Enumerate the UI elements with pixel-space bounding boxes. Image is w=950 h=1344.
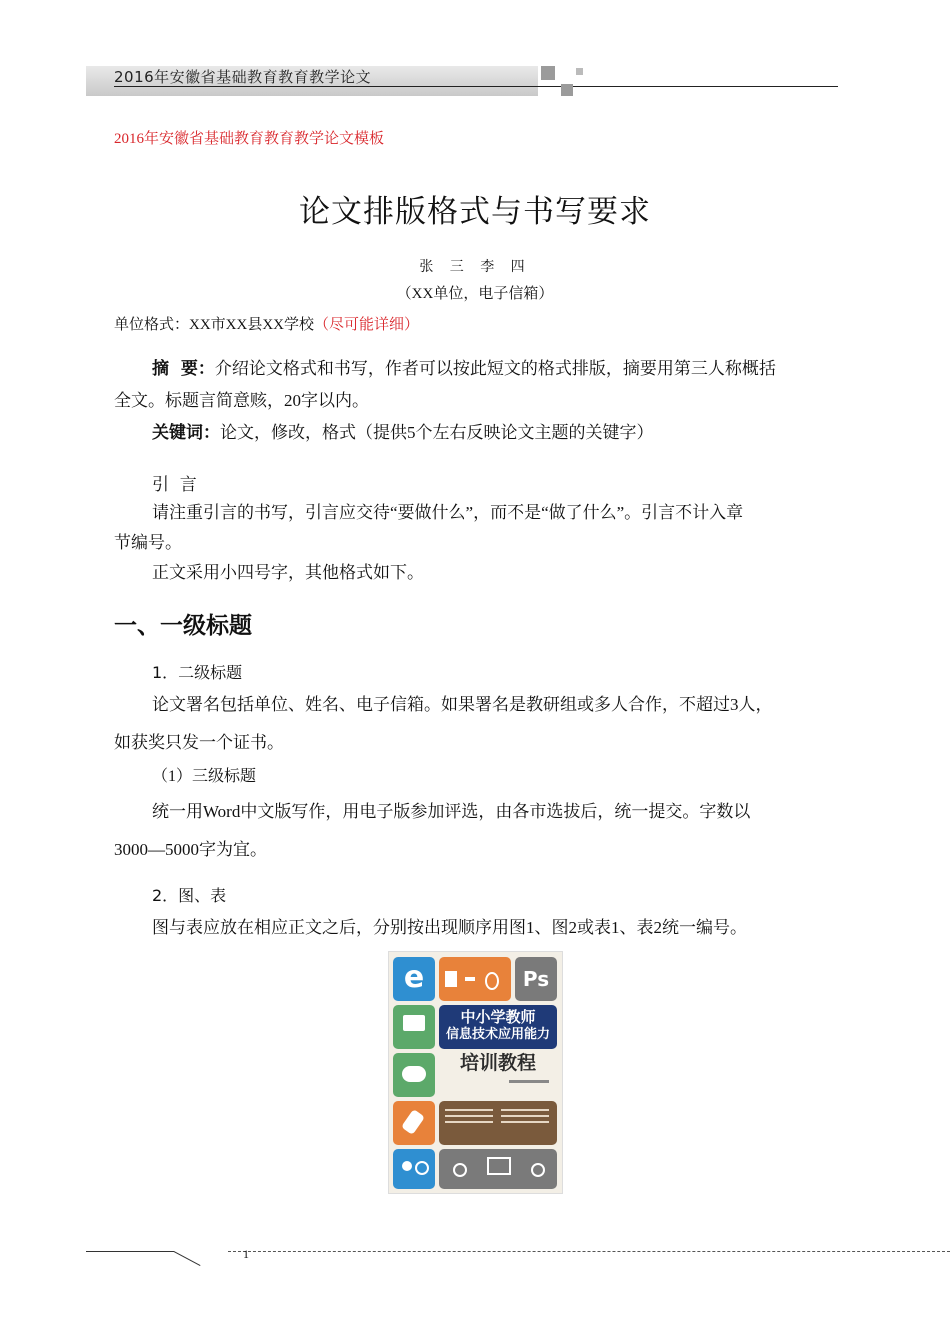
authors: 张 三 李 四	[419, 259, 531, 275]
intro-heading: 引 言	[152, 475, 197, 495]
media-flow-icon	[439, 957, 511, 1001]
sub1-1-line-2: 3000—5000字为宜。	[114, 840, 267, 859]
sub2-line-1: 图与表应放在相应正文之后，分别按出现顺序用图1、图2或表1、表2统一编号。	[152, 918, 747, 937]
abstract-label: 摘 要：	[152, 359, 215, 379]
header-square-decoration	[576, 68, 583, 75]
cover-title-line-2: 信息技术应用能力	[445, 1027, 550, 1042]
intro-para-1-line-1: 请注重引言的书写，引言应交待“要做什么”，而不是“做了什么”。引言不计入章	[152, 503, 744, 522]
people-discussion-icon	[393, 1149, 435, 1189]
sub1-line-2: 如获奖只发一个证书。	[114, 733, 284, 752]
keywords	[152, 418, 654, 448]
page-number: 1	[243, 1247, 249, 1261]
keywords-text: 论文，修改，格式（提供5个左右反映论文主题的关键字）	[220, 423, 654, 442]
ie-browser-icon: e	[393, 957, 435, 1001]
sub1-line-1: 论文署名包括单位、姓名、电子信箱。如果署名是教研组或多人合作，不超过3人，	[152, 695, 773, 714]
header-square-decoration	[541, 66, 555, 80]
section-heading-level-1: 一、一级标题	[114, 613, 252, 639]
unit-format-label: 单位格式：XX市XX县XX学校	[114, 317, 314, 333]
abstract-line-2: 全文。标题言简意赅，20字以内。	[114, 391, 369, 410]
book-cover-image	[388, 951, 563, 1194]
abstract-text: 介绍论文格式和书写，作者可以按此短文的格式排版，摘要用第三人称概括	[214, 359, 776, 378]
affiliation: （XX单位，电子信箱）	[396, 286, 554, 302]
photoshop-icon: Ps	[515, 957, 557, 1001]
section-heading-level-2: 1．二级标题	[152, 663, 243, 682]
footer-rule-left	[86, 1251, 174, 1252]
section-heading-figures-tables: 2．图、表	[152, 886, 227, 905]
footer-dotted-rule	[228, 1251, 950, 1252]
keywords-label: 关键词：	[152, 423, 220, 443]
running-header-title: 2016年安徽省基础教育教育教学论文	[114, 68, 372, 86]
header-rule	[114, 86, 838, 87]
header-square-decoration	[561, 84, 573, 96]
intro-para-1-line-2: 节编号。	[114, 533, 182, 552]
cover-author-line	[509, 1080, 549, 1083]
cover-title-line-3: 培训教程	[459, 1052, 536, 1074]
sub1-1-line-1: 统一用Word中文版写作，用电子版参加评选，由各市选拔后，统一提交。字数以	[152, 802, 751, 821]
intro-para-2: 正文采用小四号字，其他格式如下。	[152, 563, 424, 582]
cover-title-line-1: 中小学教师	[460, 1008, 536, 1026]
cover-description-panel	[439, 1101, 557, 1145]
cover-network-panel	[439, 1149, 557, 1189]
unit-format	[114, 313, 419, 334]
abstract-line-1	[152, 354, 776, 384]
chat-bubble-icon	[393, 1053, 435, 1097]
cover-title-panel	[439, 1005, 557, 1049]
unit-format-note: （尽可能详细）	[314, 317, 420, 333]
template-label: 2016年安徽省基础教育教育教学论文模板	[114, 131, 385, 147]
paper-title: 论文排版格式与书写要求	[299, 194, 651, 230]
hand-pointer-icon	[393, 1101, 435, 1145]
section-heading-level-3: （1）三级标题	[152, 768, 257, 785]
presentation-board-icon	[393, 1005, 435, 1049]
footer-rule-slant	[174, 1251, 201, 1266]
